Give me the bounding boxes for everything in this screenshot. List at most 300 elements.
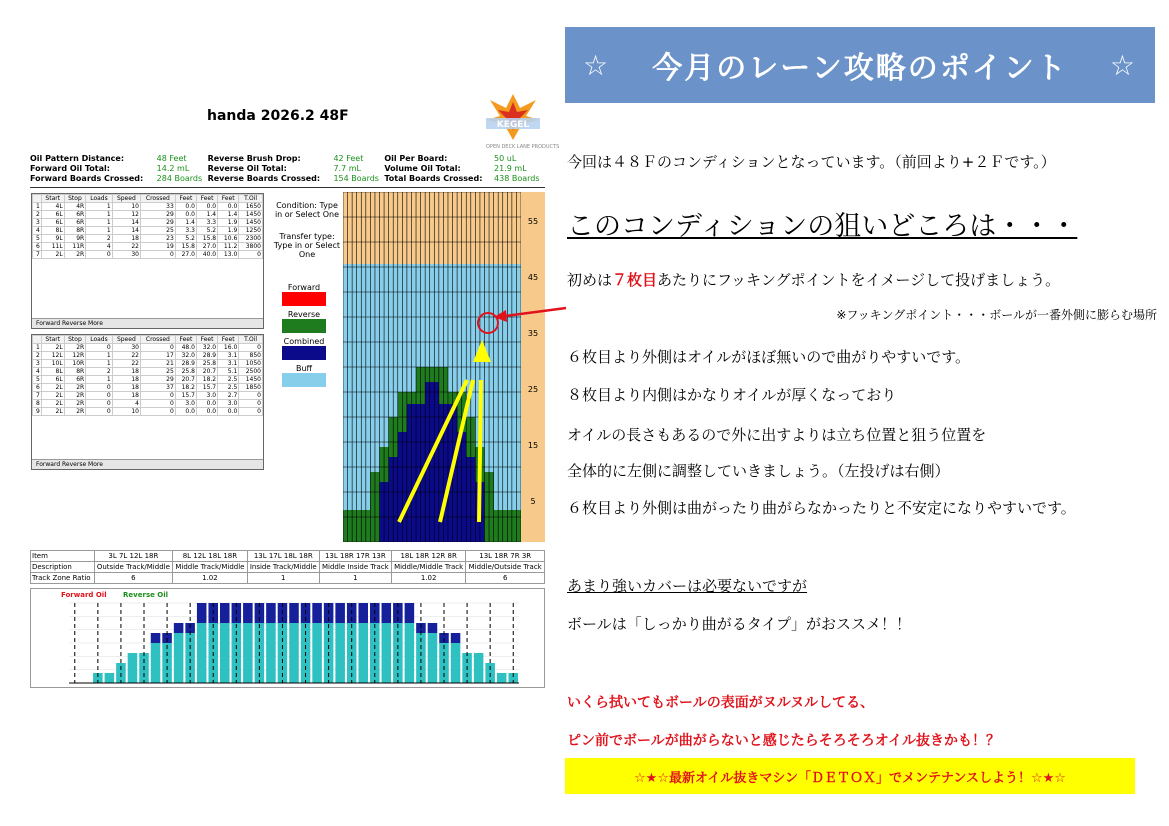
table-cell: Outside Track/Middle [94,562,173,573]
table-cell[interactable]: 6R [64,376,86,384]
ruler-label: 55 [527,217,539,226]
table-cell[interactable]: 11L [41,243,64,251]
table-cell[interactable]: 5.2 [196,227,217,235]
table-cell: 13L 18R 7R 3R [466,551,545,562]
table-cell[interactable]: 2R [64,392,86,400]
table-cell[interactable]: 0.0 [196,203,217,211]
table-cell[interactable]: 2 [33,352,42,360]
table-cell[interactable]: 9 [33,408,42,416]
table-cell[interactable]: 0 [86,408,113,416]
reverse-table [32,335,263,416]
table-cell[interactable]: 6L [41,219,64,227]
intro-text: 今回は４８Ｆのコンディションとなっています。（前回より+２Ｆです。） [567,153,1056,171]
stat-value: 284 Boards [156,174,203,183]
combined-oil-area [380,482,485,542]
table-cell[interactable]: 6 [33,243,42,251]
table-cell[interactable]: 0 [239,251,263,259]
forward-oil-bar [451,643,461,683]
reverse-oil-bar [428,623,438,633]
table-cell[interactable]: 2L [41,344,64,352]
table-cell[interactable]: 0 [239,344,263,352]
reverse-oil-bar [382,603,392,623]
stats-row [30,154,545,164]
table-cell[interactable]: 28.9 [196,352,217,360]
table-cell[interactable]: 30 [112,344,140,352]
table-row [33,219,263,227]
forward-oil-bar [428,633,438,683]
table-cell[interactable]: 3 [33,219,42,227]
table-cell[interactable]: 11.2 [218,243,239,251]
table-cell[interactable]: 7 [33,251,42,259]
table-cell[interactable]: 1 [86,227,113,235]
table-cell[interactable]: 1450 [239,219,263,227]
star-icon: ☆ [1109,48,1137,82]
combined-oil-area [380,537,485,542]
table-cell[interactable]: 5 [33,235,42,243]
column-header: Stop [64,195,86,203]
column-header: Feet [196,195,217,203]
warning-line-2: ピン前でボールが曲がらないと感じたらそろそろオイル抜きかも！？ [567,733,1001,749]
table-cell[interactable]: 32.0 [175,352,196,360]
table-cell: 6 [94,573,173,584]
table-cell: 1 [319,573,391,584]
lane-graph [343,192,545,546]
column-header: Feet [218,195,239,203]
table-cell[interactable]: 8 [33,400,42,408]
table-cell[interactable]: 0 [239,408,263,416]
legend-swatch [282,292,326,306]
table-cell[interactable]: 1 [33,203,42,211]
table-cell: Inside Track/Middle [247,562,319,573]
table-cell[interactable]: 30 [112,251,140,259]
table-cell[interactable]: 18.2 [196,376,217,384]
table-cell: 1.02 [173,573,248,584]
table-cell[interactable]: 12 [112,211,140,219]
table-cell[interactable]: 2 [33,211,42,219]
column-header: Speed [112,336,140,344]
table-cell[interactable]: 12R [64,352,86,360]
table-cell[interactable]: 0 [86,344,113,352]
hook-note: ※フッキングポイント・・・ボールが一番外側に膨らむ場所 [836,308,1157,322]
star-icon: ☆ [583,48,611,82]
ruler-label: 45 [527,273,539,282]
table-cell[interactable]: 1.9 [218,227,239,235]
body-line-4: 全体的に左側に調整していきましょう。（左投げは右側） [567,462,950,480]
table-cell[interactable]: 40.0 [196,251,217,259]
legend-swatch [282,319,326,333]
table-cell[interactable]: 2R [64,251,86,259]
table-cell[interactable]: 2 [86,368,113,376]
reverse-oil-bar [289,603,299,623]
table-cell[interactable]: 0 [239,392,263,400]
stat-label3: Oil Per Board: [384,154,448,163]
table-cell[interactable]: 2L [41,400,64,408]
table-cell[interactable]: 3.3 [196,219,217,227]
table-cell[interactable]: 1650 [239,203,263,211]
reverse-oil-bar [358,603,368,623]
forward-oil-bar [105,673,115,683]
table-cell[interactable]: 23 [140,235,175,243]
table-cell[interactable]: 2L [41,408,64,416]
table-cell[interactable]: 1 [86,360,113,368]
column-header: T.Oil [239,195,263,203]
table-cell[interactable]: 15.7 [196,384,217,392]
forward-oil-bar [474,653,484,683]
table-cell[interactable]: 29 [140,219,175,227]
stat-value2: 154 Boards [333,174,379,183]
table-cell[interactable]: 12L [41,352,64,360]
table-cell[interactable]: 1 [86,376,113,384]
table-cell[interactable]: 4 [86,243,113,251]
forward-oil-bar [405,623,415,683]
table-cell[interactable]: 0 [86,392,113,400]
table-cell[interactable]: 0 [86,384,113,392]
table-cell[interactable]: 2L [41,392,64,400]
legend-forward-oil: Forward Oil [61,591,107,599]
table-cell[interactable]: 6R [64,219,86,227]
table-cell[interactable]: 0 [239,400,263,408]
table-cell[interactable]: 3.0 [196,392,217,400]
table-cell[interactable]: 0 [140,400,175,408]
table-cell[interactable]: 15.8 [175,243,196,251]
table-cell[interactable]: 48.0 [175,344,196,352]
table-row [33,251,263,259]
oil-distribution-chart [30,588,545,688]
table-cell[interactable]: 27.0 [175,251,196,259]
table-row [33,392,263,400]
table-cell[interactable]: 0 [86,251,113,259]
table-cell[interactable]: 18 [112,235,140,243]
table-cell[interactable]: 10L [41,360,64,368]
table-cell[interactable]: 25.8 [175,368,196,376]
table-cell[interactable]: 17 [140,352,175,360]
table-cell[interactable]: 15.7 [175,392,196,400]
table-cell[interactable]: 8L [41,368,64,376]
table-cell: 6 [466,573,545,584]
table-cell[interactable]: 1850 [239,384,263,392]
table-cell[interactable]: 0 [140,251,175,259]
reverse-sheet-tabs[interactable]: Forward Reverse More [32,459,263,469]
column-header: Start [41,195,64,203]
reverse-oil-bar [151,633,161,643]
ruler-label: 35 [527,329,539,338]
column-header: Loads [86,336,113,344]
table-cell[interactable]: 25.8 [196,360,217,368]
body-line-1: ６枚目より外側はオイルがほぼ無いので曲がりやすいです。 [567,348,971,366]
table-cell[interactable]: 13.0 [218,251,239,259]
column-header: Crossed [140,195,175,203]
table-cell[interactable]: 37 [140,384,175,392]
table-cell[interactable]: 1250 [239,227,263,235]
table-cell[interactable]: 3.0 [175,400,196,408]
logo-text: KEGEL [496,120,530,130]
forward-oil-bar [266,623,276,683]
stat-label2: Reverse Brush Drop: [207,154,301,163]
table-cell[interactable]: 29 [140,376,175,384]
table-cell[interactable]: 1 [33,344,42,352]
legend-label-combined: Combined [283,337,325,346]
table-cell: 3L 7L 12L 18R [94,551,173,562]
table-cell[interactable]: 0 [86,400,113,408]
table-row [31,562,545,573]
table-row [31,573,545,584]
table-cell[interactable]: 2L [41,384,64,392]
table-cell: Middle/Middle Track [391,562,466,573]
table-cell[interactable]: 2R [64,400,86,408]
table-cell[interactable]: 18.2 [175,384,196,392]
stats-row [30,164,545,174]
table-cell[interactable]: 14 [112,227,140,235]
reverse-oil-bar [243,603,253,623]
table-cell[interactable]: 1450 [239,211,263,219]
column-header: Feet [175,195,196,203]
table-cell[interactable]: 4R [64,203,86,211]
table-cell[interactable]: 0.0 [218,203,239,211]
table-cell: 13L 18R 17R 13R [319,551,391,562]
table-cell[interactable]: 2R [64,344,86,352]
table-cell[interactable]: 3.1 [218,352,239,360]
table-cell[interactable]: 5 [33,376,42,384]
table-cell[interactable]: 850 [239,352,263,360]
track-zone-table [30,550,545,584]
table-cell[interactable]: 22 [112,243,140,251]
table-cell[interactable]: 0.0 [175,211,196,219]
reverse-oil-bar [335,603,345,623]
table-row [31,551,545,562]
kegel-logo [482,90,544,146]
ball-note: ボールは「しっかり曲がるタイプ」がおススメ！！ [567,615,911,633]
table-cell[interactable]: 18 [112,384,140,392]
ruler-label: 15 [527,441,539,450]
table-cell[interactable]: 1 [86,211,113,219]
table-cell[interactable]: 10R [64,360,86,368]
column-header: Crossed [140,336,175,344]
table-cell: Middle Track/Middle [173,562,248,573]
table-cell[interactable]: 2R [64,408,86,416]
table-cell[interactable]: 10.6 [218,235,239,243]
reverse-oil-bar [266,603,276,623]
forward-oil-bar [243,623,253,683]
stat-value2: 42 Feet [333,154,364,163]
aim-pre: 初めは [567,271,613,289]
table-cell[interactable]: 27.0 [196,243,217,251]
table-cell[interactable]: 22 [112,352,140,360]
stat-label: Forward Oil Total: [30,164,110,173]
table-cell[interactable]: 1.4 [218,211,239,219]
column-header: Feet [175,336,196,344]
column-header: Speed [112,195,140,203]
table-cell[interactable]: 2.7 [218,392,239,400]
forward-oil-bar [151,643,161,683]
legend-label-forward: Forward [287,283,321,292]
table-cell[interactable]: 1.4 [196,211,217,219]
table-cell[interactable]: 20.7 [196,368,217,376]
table-cell[interactable]: 0.0 [175,408,196,416]
table-cell[interactable]: 8L [41,227,64,235]
table-cell[interactable]: 28.9 [175,360,196,368]
column-header: Stop [64,336,86,344]
forward-oil-bar [497,673,507,683]
table-cell[interactable]: 0 [140,392,175,400]
table-cell[interactable]: 11R [64,243,86,251]
table-cell[interactable]: 29 [140,211,175,219]
condition-label: Condition: Type in or Select One [274,201,340,219]
table-cell[interactable]: 10 [112,408,140,416]
table-cell: 8L 12L 18L 18R [173,551,248,562]
stat-label: Oil Pattern Distance: [30,154,125,163]
forward-oil-bar [335,623,345,683]
stat-value3: 438 Boards [494,174,540,183]
table-row [33,400,263,408]
table-cell[interactable]: 0 [140,408,175,416]
table-cell[interactable]: 3.0 [218,400,239,408]
stat-value2: 7.7 mL [333,164,361,173]
ruler-label: 5 [530,497,536,506]
reverse-oil-bar [312,603,322,623]
table-cell[interactable]: 14 [112,219,140,227]
table-row [33,408,263,416]
table-cell[interactable]: 33 [140,203,175,211]
pattern-stats [30,154,545,184]
table-cell: Middle Inside Track [319,562,391,573]
detox-promo: ☆★☆最新オイル抜きマシン「ＤＥＴＯＸ」でメンテナンスしよう！☆★☆ [565,758,1135,794]
table-cell: Track Zone Ratio [31,573,95,584]
banner [565,27,1155,103]
column-header: Loads [86,195,113,203]
table-cell[interactable]: 18 [112,376,140,384]
warning-line-1: いくら拭いてもボールの表面がヌルヌルしてる、 [567,695,875,711]
table-cell[interactable]: 1.9 [218,219,239,227]
table-cell[interactable]: 0.0 [218,408,239,416]
table-cell: Description [31,562,95,573]
table-cell[interactable]: 2R [64,384,86,392]
table-cell[interactable]: 3.1 [218,360,239,368]
table-cell[interactable]: 1 [86,219,113,227]
table-row [33,227,263,235]
aim-board: ７枚目 [612,271,658,289]
table-cell[interactable]: 20.7 [175,376,196,384]
table-cell[interactable]: 7 [33,392,42,400]
table-cell[interactable]: 16.0 [218,344,239,352]
divider [30,187,545,188]
table-cell[interactable]: 0.0 [175,203,196,211]
column-header [33,336,42,344]
table-cell[interactable]: 6 [33,384,42,392]
table-cell[interactable]: 25 [140,227,175,235]
table-cell: 18L 18R 12R 8R [391,551,466,562]
table-cell[interactable]: 4 [33,368,42,376]
table-cell[interactable]: 9R [64,235,86,243]
forward-oil-bar [220,623,230,683]
table-cell[interactable]: 22 [112,360,140,368]
table-cell[interactable]: 2.5 [218,376,239,384]
oil-legend [282,283,326,387]
table-cell[interactable]: 9L [41,235,64,243]
table-cell[interactable]: 6L [41,211,64,219]
yellow-arrow [479,380,481,522]
aim-text [567,269,1060,290]
table-cell[interactable]: 2L [41,251,64,259]
forward-sheet[interactable] [31,193,264,329]
table-cell[interactable]: 1.4 [175,219,196,227]
table-cell[interactable]: 8R [64,227,86,235]
column-header [33,195,42,203]
table-cell[interactable]: 3 [33,360,42,368]
table-cell[interactable]: 5.2 [175,235,196,243]
forward-sheet-tabs[interactable]: Forward Reverse More [32,318,263,328]
legend-label-buff: Buff [295,364,313,373]
forward-oil-bar [382,623,392,683]
aim-post: あたりにフッキングポイントをイメージして投げましょう。 [657,271,1061,289]
table-row [33,376,263,384]
table-cell[interactable]: 6R [64,211,86,219]
table-cell[interactable]: 25 [140,368,175,376]
table-cell: 1 [247,573,319,584]
table-cell[interactable]: 2 [86,235,113,243]
table-row [33,368,263,376]
table-cell[interactable]: 18 [112,392,140,400]
reverse-oil-bar [174,623,184,633]
table-cell[interactable]: 1 [86,203,113,211]
table-cell[interactable]: 2500 [239,368,263,376]
stat-value3: 21.9 mL [494,164,527,173]
reverse-oil-bar [220,603,230,623]
table-cell[interactable]: 2300 [239,235,263,243]
table-cell[interactable]: 5.1 [218,368,239,376]
table-row [33,344,263,352]
table-cell[interactable]: 3.3 [175,227,196,235]
table-cell[interactable]: 4 [112,400,140,408]
table-cell[interactable]: 4 [33,227,42,235]
table-cell: Middle/Outside Track [466,562,545,573]
reverse-oil-bar [451,633,461,643]
table-cell[interactable]: 19 [140,243,175,251]
table-cell[interactable]: 1050 [239,360,263,368]
logo-subtitle: OPEN DECK LANE PRODUCTS [486,144,560,150]
reverse-sheet[interactable] [31,334,264,470]
table-cell[interactable]: 21 [140,360,175,368]
table-cell[interactable]: 0.0 [196,408,217,416]
table-cell[interactable]: 2.5 [218,384,239,392]
table-cell[interactable]: 10 [112,203,140,211]
table-cell[interactable]: 0 [140,344,175,352]
table-cell[interactable]: 32.0 [196,344,217,352]
stat-label3: Volume Oil Total: [384,164,461,173]
stat-value: 14.2 mL [156,164,190,173]
reverse-oil-bar [405,603,415,623]
legend-swatch [282,346,326,360]
table-row [33,203,263,211]
table-cell[interactable]: 15.8 [196,235,217,243]
report-title: handa 2026.2 48F [207,108,349,124]
table-cell[interactable]: 4L [41,203,64,211]
table-cell[interactable]: 8R [64,368,86,376]
forward-oil-bar [174,633,184,683]
table-cell[interactable]: 18 [112,368,140,376]
table-cell[interactable]: 1 [86,352,113,360]
stat-label3: Total Boards Crossed: [384,174,483,183]
distance-ruler [521,192,545,542]
table-cell[interactable]: 1450 [239,376,263,384]
table-row [33,352,263,360]
legend-swatch [282,373,326,387]
table-cell[interactable]: 3800 [239,243,263,251]
body-line-2: ８枚目より内側はかなりオイルが厚くなっており [567,386,897,404]
legend-label-reverse: Reverse [287,310,321,319]
table-cell[interactable]: 6L [41,376,64,384]
body-line-3: オイルの長さもあるので外に出すよりは立ち位置と狙う位置を [567,426,987,444]
table-cell[interactable]: 0.0 [196,400,217,408]
